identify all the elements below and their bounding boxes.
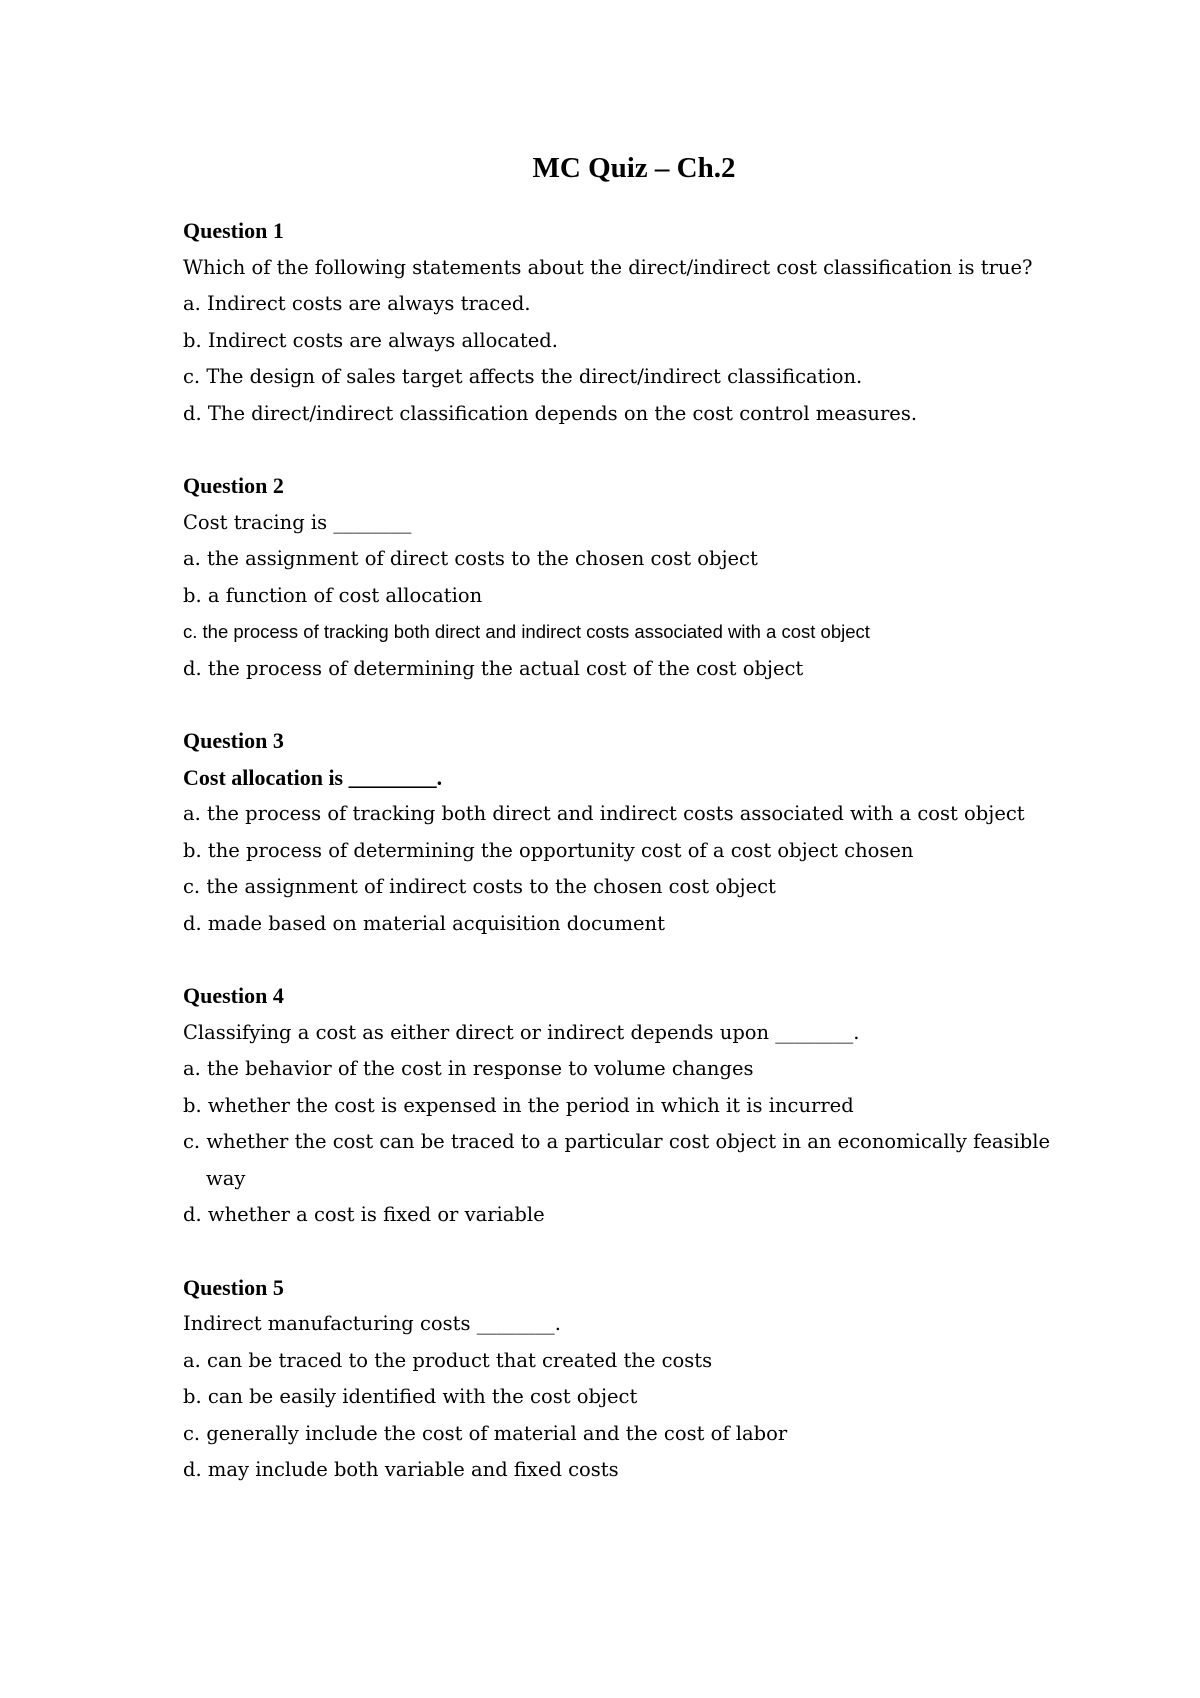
answer-option: d. the process of determining the actual cost of the cost object (183, 656, 804, 680)
answer-option: d. whether a cost is fixed or variable (183, 1203, 545, 1226)
question-3 (183, 723, 1063, 942)
question-stem: Indirect manufacturing costs ________. (183, 1312, 561, 1335)
question-heading: Question 1 (183, 218, 284, 243)
answer-option: b. the process of determining the opportunity cost of a cost object chosen (183, 838, 914, 862)
answer-option: a. the behavior of the cost in response to volume changes (183, 1057, 754, 1080)
answer-option: b. Indirect costs are always allocated. (183, 328, 558, 352)
question-stem: Classifying a cost as either direct or indirect depends upon ________. (183, 1020, 860, 1044)
question-heading: Question 3 (183, 728, 284, 753)
answer-option: c. the process of tracking both direct and indirect costs associated with a cost object (183, 621, 870, 642)
question-stem: Which of the following statements about the direct/indirect cost classification is true? (183, 255, 1033, 279)
answer-option: b. whether the cost is expensed in the period in which it is incurred (183, 1093, 854, 1117)
answer-option: c. generally include the cost of material and the cost of labor (183, 1421, 788, 1445)
answer-option: d. made based on material acquisition document (183, 911, 665, 935)
document-page (183, 150, 1063, 1525)
page-title: MC Quiz – Ch.2 (532, 152, 736, 184)
question-2 (183, 468, 1063, 687)
answer-option: a. can be traced to the product that created the costs (183, 1348, 713, 1372)
answer-option: d. may include both variable and fixed costs (183, 1458, 619, 1481)
question-heading: Question 4 (183, 983, 284, 1008)
answer-option: a. the process of tracking both direct and indirect costs associated with a cost object (183, 802, 1025, 825)
question-stem: Cost allocation is ________. (183, 764, 443, 790)
question-heading: Question 5 (183, 1274, 284, 1300)
answer-option: b. can be easily identified with the cost object (183, 1385, 638, 1408)
question-1 (183, 213, 1063, 432)
answer-option: a. the assignment of direct costs to the chosen cost object (183, 547, 758, 570)
answer-option: d. The direct/indirect classification depends on the cost control measures. (183, 401, 918, 425)
question-stem: Cost tracing is ________ (183, 510, 412, 534)
answer-option: c. whether the cost can be traced to a particular cost object in an economically feasible way (183, 1130, 1051, 1190)
question-4 (183, 978, 1063, 1234)
question-5 (183, 1270, 1063, 1489)
question-heading: Question 2 (183, 473, 284, 498)
answer-option: c. the assignment of indirect costs to the chosen cost object (183, 875, 776, 898)
answer-option: c. The design of sales target affects the direct/indirect classification. (183, 365, 863, 388)
answer-option: a. Indirect costs are always traced. (183, 292, 531, 315)
answer-option: b. a function of cost allocation (183, 583, 483, 607)
